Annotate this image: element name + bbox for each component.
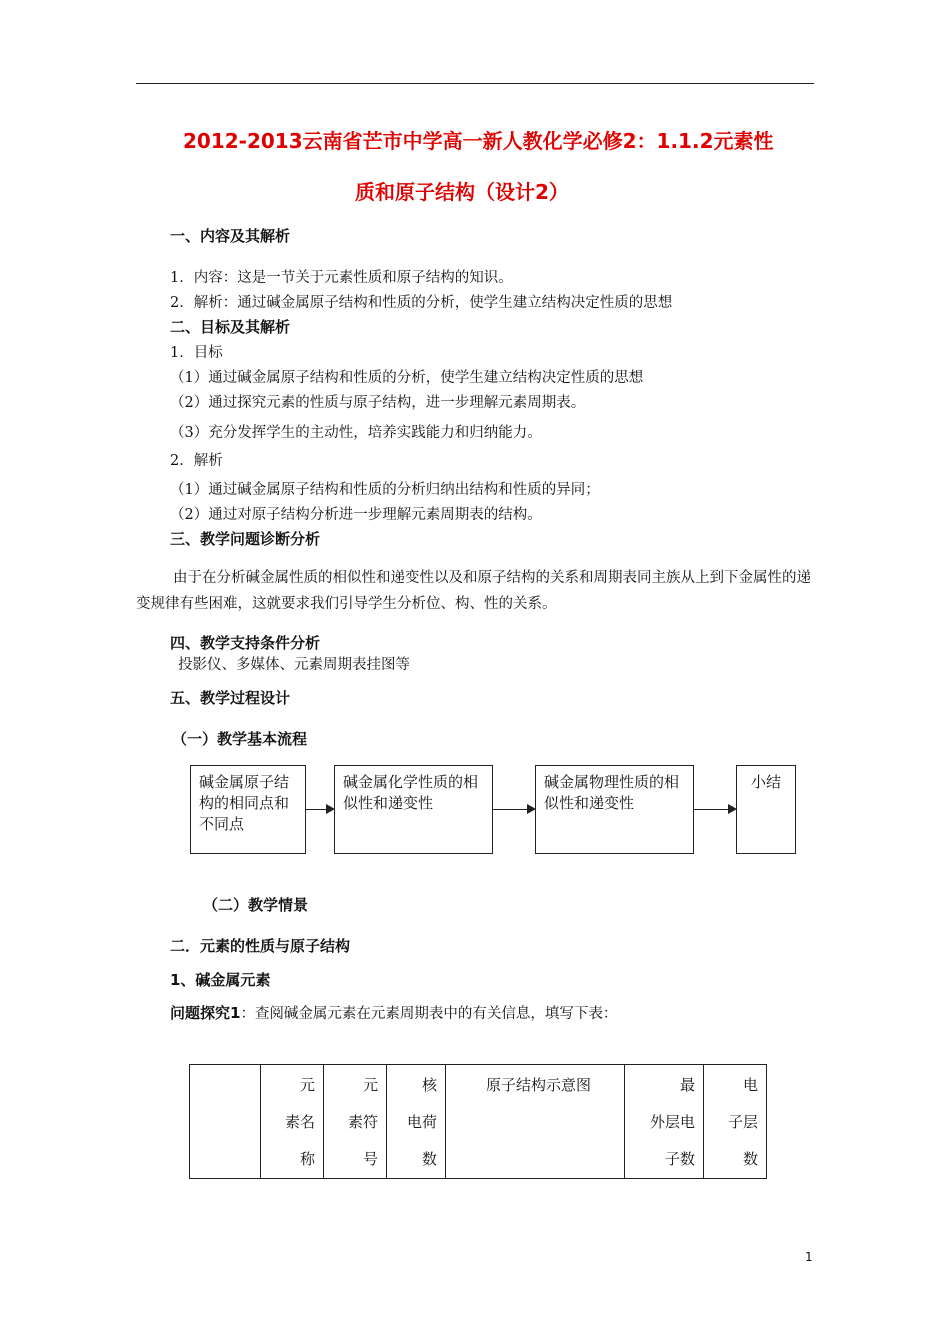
header-line: 原子结构示意图 [486,1076,592,1094]
content-item: 1．内容：这是一节关于元素性质和原子结构的知识。 [170,270,513,286]
flow-step-summary: 小结 [736,765,796,854]
document-title-line1: 2012-2013云南省芒市中学高一新人教化学必修2：1.1.2元素性 [183,129,774,153]
flow-step-chemical: 碱金属化学性质的相似性和递变性 [334,765,493,854]
analysis-label: 2．解析 [170,453,223,469]
table-header-cell [190,1065,261,1179]
header-rule [136,83,814,84]
support-text: 投影仪、多媒体、元素周期表挂图等 [178,657,410,673]
page-number: 1 [805,1250,813,1264]
flow-step-physical: 碱金属物理性质的相似性和递变性 [535,765,694,854]
header-line: 称 [299,1150,315,1168]
analysis-item: （1）通过碱金属原子结构和性质的分析归纳出结构和性质的异同； [170,482,600,498]
section-heading-process: 五、教学过程设计 [170,689,291,707]
table-header-outer-electrons [625,1065,704,1179]
header-line: 子层 [727,1113,758,1131]
header-line: 数 [742,1150,758,1168]
header-line: 子数 [664,1150,695,1168]
subheading-flow: （一）教学基本流程 [172,730,308,748]
section-heading-goals: 二、目标及其解析 [170,318,291,336]
question-line [170,1002,617,1023]
question-label: 问题探究1 [170,1004,241,1022]
table-row [190,1065,767,1179]
question-text: ：查阅碱金属元素在元素周期表中的有关信息，填写下表： [240,1006,618,1022]
goal-label: 1．目标 [170,345,223,361]
subheading-alkali: 1、碱金属元素 [170,971,271,989]
header-line: 外层电 [649,1113,695,1131]
diagnosis-paragraph: 由于在分析碱金属性质的相似性和递变性以及和原子结构的关系和周期表同主族从上到下金属性的递变规律有些困难，这就要求我们引导学生分析位、构、性的关系。 [136,570,811,612]
header-line: 号 [362,1150,378,1168]
table-header-shells [704,1065,767,1179]
flow-arrow [493,809,534,810]
header-line: 元 [362,1076,378,1094]
header-line: 最 [679,1076,695,1094]
table-header-name [261,1065,324,1179]
section-heading-elements: 二．元素的性质与原子结构 [170,937,351,955]
section-heading-support: 四、教学支持条件分析 [170,634,321,652]
flow-arrow [694,809,735,810]
header-line: 核 [421,1076,437,1094]
table-header-diagram [446,1065,625,1179]
goal-item: （3）充分发挥学生的主动性，培养实践能力和归纳能力。 [170,425,542,441]
analysis-item: （2）通过对原子结构分析进一步理解元素周期表的结构。 [170,507,542,523]
table-header-symbol [324,1065,387,1179]
section-heading-content: 一、内容及其解析 [170,227,291,245]
goal-item: （2）通过探究元素的性质与原子结构，进一步理解元素周期表。 [170,395,586,411]
section-heading-diagnosis: 三、教学问题诊断分析 [170,530,321,548]
header-line: 素名 [284,1113,315,1131]
header-line: 电荷 [406,1113,437,1131]
header-line: 数 [421,1150,437,1168]
header-line: 素符 [347,1113,378,1131]
header-line: 元 [299,1076,315,1094]
header-line: 电 [742,1076,758,1094]
analysis-item: 2．解析：通过碱金属原子结构和性质的分析，使学生建立结构决定性质的思想 [170,295,673,311]
document-title-line2: 质和原子结构（设计2） [355,180,569,204]
flow-step-structure: 碱金属原子结构的相同点和不同点 [190,765,306,854]
flow-arrow [306,809,333,810]
goal-item: （1）通过碱金属原子结构和性质的分析，使学生建立结构决定性质的思想 [170,370,644,386]
subheading-scenario: （二）教学情景 [203,896,309,914]
alkali-info-table [189,1064,767,1179]
table-header-charge [387,1065,446,1179]
